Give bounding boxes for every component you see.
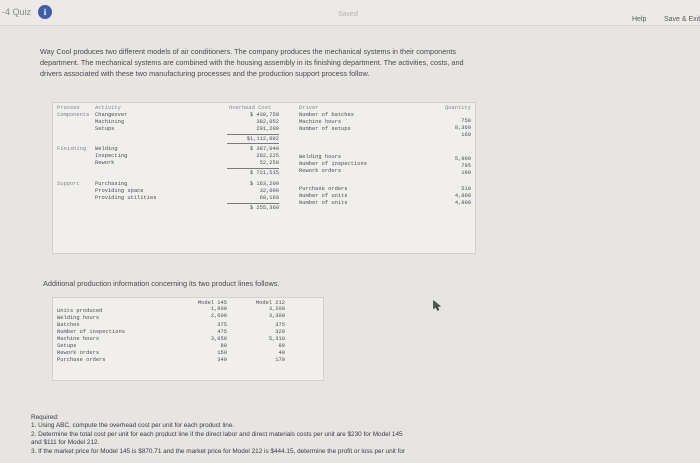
- row-label: Setups: [57, 343, 77, 349]
- row-label: Rework orders: [57, 350, 100, 356]
- model-145-value: 475: [217, 329, 227, 335]
- activity-driver: Machine hours: [299, 119, 342, 125]
- activity-cost-table: [52, 102, 476, 254]
- top-bar: [0, 0, 700, 26]
- production-info-table: [52, 297, 324, 381]
- activity-quantity: 510: [461, 186, 471, 192]
- question-line: drivers associated with these two manufacturing processes and the production support process follow.: [40, 69, 370, 78]
- process-name: Components: [57, 112, 90, 118]
- activity-driver: Number of setups: [299, 126, 351, 132]
- question-line: Way Cool produces two different models of air conditioners. The company produces the mechanical systems in their components: [40, 47, 456, 56]
- activity-quantity: 4,800: [454, 193, 471, 199]
- activity-cost: 282,225: [256, 153, 279, 159]
- quiz-label: -4 Quiz: [2, 7, 32, 17]
- header-model-212: Model 212: [255, 300, 285, 306]
- activity-name: Machining: [95, 119, 125, 125]
- saved-status: Saved: [338, 11, 358, 18]
- activity-driver: Purchase orders: [299, 186, 348, 192]
- activity-driver: Number of units: [299, 193, 348, 199]
- model-212-value: 375: [275, 322, 285, 328]
- row-label: Machine hours: [57, 336, 100, 342]
- model-145-value: 375: [217, 322, 227, 328]
- group-total: $ 721,515: [249, 170, 279, 176]
- activity-driver: Rework orders: [299, 168, 342, 174]
- activity-name: Providing space: [95, 188, 144, 194]
- required-title: Required:: [31, 414, 59, 421]
- header-process: Process: [57, 105, 80, 111]
- model-212-value: 5,310: [268, 336, 285, 342]
- model-212-value: 3,200: [268, 306, 285, 312]
- required-item: and $111 for Model 212.: [31, 439, 100, 447]
- activity-quantity: 160: [461, 132, 471, 138]
- activity-quantity: 795: [461, 163, 471, 169]
- header-quantity: Quantity: [445, 105, 471, 111]
- subtotal-rule: [227, 134, 279, 135]
- header-model-145: Model 145: [197, 300, 227, 306]
- subtotal-rule: [227, 168, 279, 169]
- activity-name: Rework: [95, 160, 115, 166]
- mouse-cursor-icon: [433, 300, 442, 311]
- process-name: Support: [57, 181, 80, 187]
- help-link[interactable]: Help: [632, 16, 647, 23]
- total-rule: [227, 143, 279, 144]
- model-145-value: 1,600: [210, 306, 227, 312]
- activity-name: Providing utilities: [95, 195, 157, 201]
- question-text: [40, 46, 640, 79]
- activity-name: Setups: [95, 126, 115, 132]
- header-activity: Activity: [95, 105, 121, 111]
- model-212-value: 170: [275, 357, 285, 363]
- save-exit-button[interactable]: Save & Exit: [664, 16, 700, 23]
- activity-cost: 382,052: [256, 119, 279, 125]
- required-item: 3. If the market price for Model 145 is $870.71 and the market price for Model 212 is $444.15, determine the profit or loss per unit for: [31, 447, 406, 455]
- subtotal-rule: [227, 203, 279, 204]
- row-label: Units produced: [57, 308, 103, 314]
- model-145-value: 3,050: [210, 336, 227, 342]
- activity-name: Purchasing: [95, 181, 128, 187]
- model-212-value: 320: [275, 329, 285, 335]
- model-145-value: 2,600: [210, 313, 227, 319]
- activity-cost: 291,200: [256, 126, 279, 132]
- row-label: Purchase orders: [57, 357, 106, 363]
- activity-quantity: 190: [461, 170, 471, 176]
- activity-driver: Number of units: [299, 200, 348, 206]
- required-item: 1. Using ABC, compute the overhead cost per unit for each product line.: [31, 422, 235, 430]
- process-name: Finishing: [57, 146, 87, 152]
- group-total: $1,112,002: [246, 136, 279, 142]
- model-145-value: 150: [217, 350, 227, 356]
- activity-driver: Welding hours: [299, 154, 342, 160]
- row-label: Batches: [57, 322, 80, 328]
- activity-name: Welding: [95, 146, 118, 152]
- activity-quantity: 8,360: [454, 125, 471, 131]
- question-line: department. The mechanical systems are combined with the housing assembly in its finishing department. The activities, costs, and: [40, 58, 464, 67]
- activity-driver: Number of inspections: [299, 161, 367, 167]
- activity-name: Changeover: [95, 112, 128, 118]
- activity-quantity: 750: [461, 118, 471, 124]
- activity-cost: 60,160: [259, 195, 279, 201]
- row-label: Number of inspections: [57, 329, 125, 335]
- activity-cost: $ 163,200: [249, 181, 279, 187]
- row-label: Welding hours: [57, 315, 100, 321]
- group-total: $ 255,360: [249, 205, 279, 211]
- header-driver: Driver: [299, 105, 319, 111]
- activity-cost: $ 387,040: [249, 146, 279, 152]
- additional-info-text: Additional production information concerning its two product lines follows.: [43, 279, 280, 288]
- activity-driver: Number of batches: [299, 112, 354, 118]
- model-212-value: 40: [278, 350, 285, 356]
- activity-cost: 32,000: [259, 188, 279, 194]
- model-145-value: 340: [217, 357, 227, 363]
- header-cost: Overhead Cost: [229, 105, 272, 111]
- model-212-value: 80: [278, 343, 285, 349]
- activity-cost: 52,250: [259, 160, 279, 166]
- model-145-value: 80: [220, 343, 227, 349]
- required-item: 2. Determine the total cost per unit for each product line if the direct labor and direct materials costs per unit are $230 for Model 145: [31, 430, 403, 438]
- required-section: [31, 414, 671, 456]
- model-212-value: 3,300: [268, 313, 285, 319]
- activity-quantity: 5,900: [454, 156, 471, 162]
- info-icon[interactable]: i: [38, 5, 52, 19]
- activity-quantity: 4,800: [454, 200, 471, 206]
- activity-name: Inspecting: [95, 153, 128, 159]
- activity-cost: $ 438,750: [249, 112, 279, 118]
